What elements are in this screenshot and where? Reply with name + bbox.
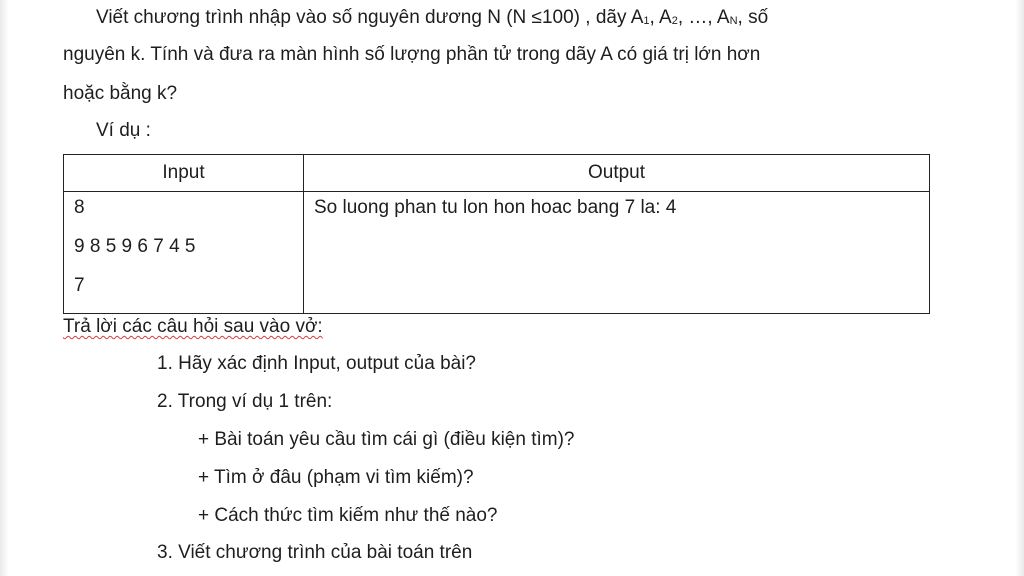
question-2-item-1: + Bài toán yêu cầu tìm cái gì (điều kiện tìm)? <box>198 429 575 450</box>
table-header-row <box>64 155 930 192</box>
page-edge-right <box>1015 0 1024 576</box>
question-2-item-3: + Cách thức tìm kiếm như thế nào? <box>198 505 498 526</box>
problem-statement-line-2: nguyên k. Tính và đưa ra màn hình số lượng phần tử trong dãy A có giá trị lớn hơn <box>63 44 761 65</box>
page-edge-left <box>0 0 9 576</box>
question-2-item-2: + Tìm ở đâu (phạm vi tìm kiếm)? <box>198 467 474 488</box>
table-header-output: Output <box>304 155 930 192</box>
input-line-n: 8 <box>74 197 85 218</box>
input-cell <box>64 192 304 314</box>
example-table <box>63 154 930 314</box>
example-label: Ví dụ : <box>96 120 151 141</box>
problem-statement-line-1: Viết chương trình nhập vào số nguyên dương N (N ≤100) , dãy $A_1$, $A_2$, …, $A_N$, số <box>96 7 769 28</box>
input-line-k: 7 <box>74 275 85 296</box>
question-3: 3. Viết chương trình của bài toán trên <box>157 542 473 563</box>
table-header-input: Input <box>64 155 304 192</box>
table-row <box>64 192 930 314</box>
question-1: 1. Hãy xác định Input, output của bài? <box>157 353 476 374</box>
problem-statement-line-3: hoặc bằng k? <box>63 83 178 104</box>
output-cell <box>304 192 930 314</box>
answer-heading: Trả lời các câu hỏi sau vào vở: <box>63 316 323 337</box>
question-2: 2. Trong ví dụ 1 trên: <box>157 391 333 412</box>
output-text: So luong phan tu lon hon hoac bang 7 la: 4 <box>314 197 677 218</box>
input-line-array: 9 8 5 9 6 7 4 5 <box>74 236 196 257</box>
